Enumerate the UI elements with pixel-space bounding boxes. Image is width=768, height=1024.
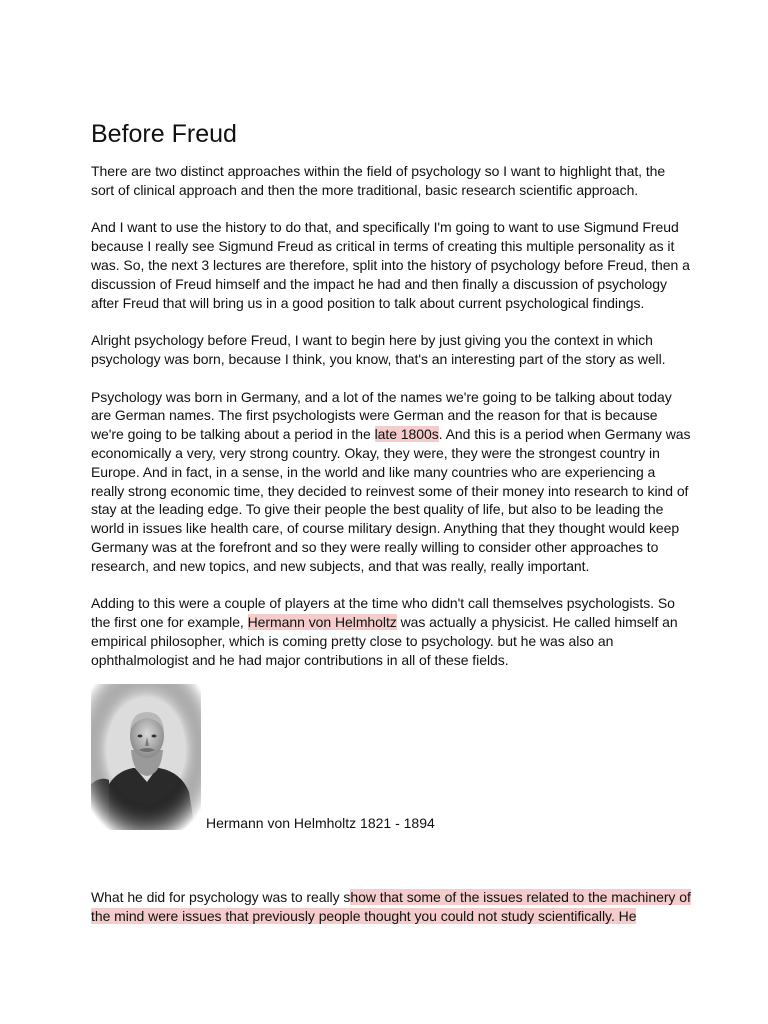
highlight-helmholtz: Hermann von Helmholtz xyxy=(247,614,397,631)
figure-caption: Hermann von Helmholtz 1821 - 1894 xyxy=(206,815,435,832)
page-title: Before Freud xyxy=(91,120,237,148)
paragraph-5-text-before: Adding to this were a couple of players at the time who didn't call themselves psychologists. So the first one for example, xyxy=(91,595,675,631)
helmholtz-portrait-image xyxy=(91,684,201,830)
highlight-late-1800s: late 1800s xyxy=(374,426,439,443)
paragraph-4-text-before: Psychology was born in Germany, and a lot of the names we're going to be talking about today are German names. The first psychologists were German and the reason for that is because we're going to be talking about a period in the xyxy=(91,388,672,443)
paragraph-4 xyxy=(91,388,691,576)
paragraph-6-text-before: What he did for psychology was to really s xyxy=(91,889,351,906)
highlight-machinery-of-mind: how that some of the issues related to the machinery of the mind were issues that previously people thought you could not study scientifically. He xyxy=(91,889,691,925)
document-body xyxy=(91,114,691,945)
paragraph-3: Alright psychology before Freud, I want to begin here by just giving you the context in which psychology was born, because I think, you know, that's an interesting part of the story as well. xyxy=(91,332,666,367)
paragraph-6 xyxy=(91,888,691,926)
paragraph-5 xyxy=(91,594,691,669)
paragraph-1: There are two distinct approaches within the field of psychology so I want to highlight that, the sort of clinical approach and then the more traditional, basic research scientific approach. xyxy=(91,163,666,198)
paragraph-5-text-after: was actually a physicist. He called himself an empirical philosopher, which is coming pretty close to psychology. but he was also an ophthalmologist and he had major contributions in all of these fields. xyxy=(91,614,678,668)
helmholtz-figure xyxy=(91,682,691,830)
paragraph-4-text-after: . And this is a period when Germany was economically a very, very strong country. Okay, they were, they were the strongest country in Europe. And in fact, in a sense, in the world and like many countries who are experiencing a really strong economic time, they decided to reinvest some of their money into research to kind of stay at the leading edge. To give their people the best quality of life, but also to be leading the world in issues like health care, of course military design. Anything that they thought would keep Germany was at the forefront and so they were really willing to consider other approaches to research, and new topics, and new subjects, and that was really, really important. xyxy=(91,426,691,574)
paragraph-2: And I want to use the history to do that, and specifically I'm going to want to use Sigmund Freud because I really see Sigmund Freud as critical in terms of creating this multiple personality as it was. So, the next 3 lectures are therefore, split into the history of psychology before Freud, then a discussion of Freud himself and the impact he had and then finally a discussion of psychology after Freud that will bring us in a good position to talk about current psychological findings. xyxy=(91,219,690,311)
